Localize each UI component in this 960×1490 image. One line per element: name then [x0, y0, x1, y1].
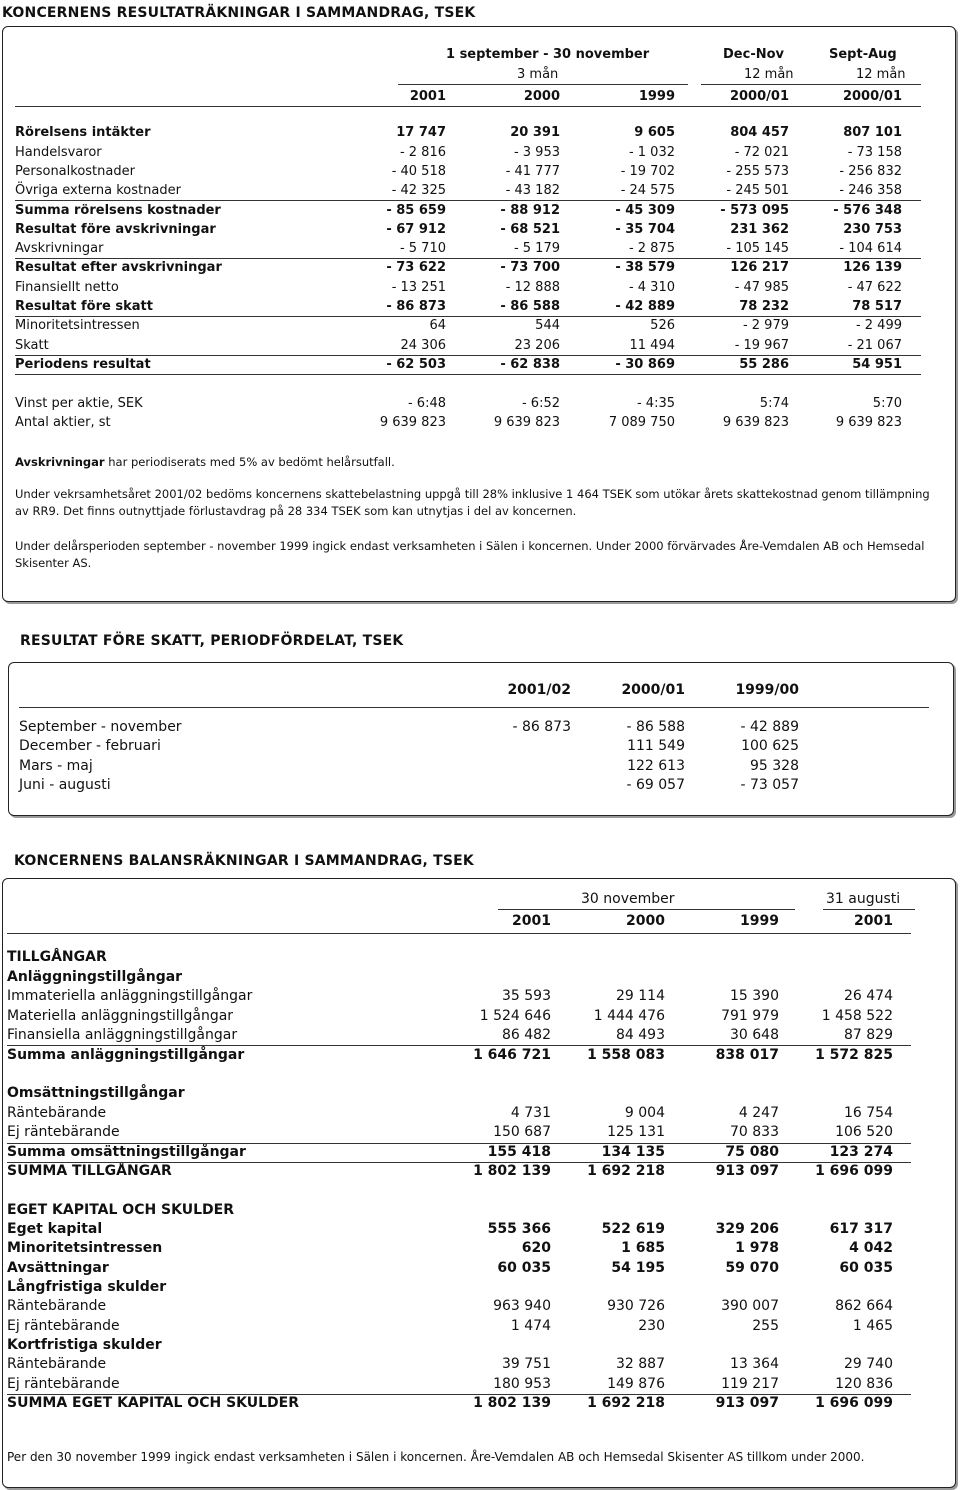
- row-label: Rörelsens intäkter: [15, 125, 151, 140]
- row-value: 5:70: [872, 396, 902, 411]
- row-label: Minoritetsintressen: [15, 318, 140, 333]
- row-label: Räntebärande: [7, 1298, 107, 1314]
- row-value: 230: [638, 1318, 665, 1334]
- row-value: 26 474: [844, 988, 893, 1004]
- row-value: 1 802 139: [473, 1395, 551, 1411]
- row-divider: [15, 316, 921, 317]
- row-label: Mars - maj: [19, 758, 93, 774]
- income-row: [15, 123, 945, 142]
- row-value: 862 664: [835, 1298, 893, 1314]
- income-row: [15, 297, 945, 316]
- row-label: Kortfristiga skulder: [7, 1337, 162, 1353]
- row-label: Avskrivningar: [15, 241, 104, 256]
- balance-row: [7, 1123, 937, 1142]
- row-label: Omsättningstillgångar: [7, 1085, 185, 1101]
- balance-row: [7, 948, 937, 967]
- row-value: 122 613: [627, 758, 685, 774]
- column-header: 2000/01: [729, 89, 789, 104]
- balance-row: [7, 1162, 937, 1181]
- row-value: 149 876: [607, 1376, 665, 1392]
- row-value: 1 802 139: [473, 1163, 551, 1179]
- income-row: [15, 162, 945, 181]
- row-value: 791 979: [721, 1008, 779, 1024]
- period-title: RESULTAT FÖRE SKATT, PERIODFÖRDELAT, TSEK: [20, 633, 404, 649]
- column-header: 1999: [638, 89, 675, 104]
- row-value: - 38 579: [615, 260, 675, 275]
- row-value: 9 605: [634, 125, 675, 140]
- balance-row: [7, 1143, 937, 1162]
- row-value: 16 754: [844, 1105, 893, 1121]
- income-note-period: Under delårsperioden september - november 1999 ingick endast verksamheten i Sälen i koncernen. Under 2000 förvärvades Åre-Vemdalen AB och Hemsedal Skisenter AS.: [15, 539, 925, 570]
- row-value: 9 639 823: [493, 415, 560, 430]
- row-label: Handelsvaror: [15, 145, 102, 160]
- row-value: 126 139: [843, 260, 902, 275]
- row-value: - 42 889: [615, 299, 675, 314]
- row-value: 620: [521, 1240, 551, 1256]
- income-row: [15, 258, 945, 277]
- balance-row: [7, 1278, 937, 1297]
- row-value: 930 726: [607, 1298, 665, 1314]
- row-value: - 19 702: [620, 164, 675, 179]
- row-value: - 256 832: [839, 164, 902, 179]
- balance-row: [7, 968, 937, 987]
- column-header: 2001/02: [507, 682, 571, 698]
- row-divider: [7, 1143, 911, 1144]
- period-row: [19, 776, 939, 795]
- row-value: - 30 869: [615, 357, 675, 372]
- row-label: Räntebärande: [7, 1105, 107, 1121]
- row-label: December - februari: [19, 738, 161, 754]
- row-value: 9 639 823: [835, 415, 902, 430]
- row-value: 11 494: [629, 338, 675, 353]
- row-label: Avsättningar: [7, 1260, 109, 1276]
- row-label: Ej räntebärande: [7, 1318, 120, 1334]
- income-dec-nov-label: Dec-Nov: [723, 47, 784, 62]
- row-value: - 86 873: [386, 299, 446, 314]
- income-months-label: 3 mån: [517, 67, 559, 82]
- row-value: 1 696 099: [815, 1395, 893, 1411]
- row-value: - 19 967: [734, 338, 789, 353]
- income-row: [15, 394, 945, 413]
- row-value: 17 747: [396, 125, 446, 140]
- row-value: 9 639 823: [722, 415, 789, 430]
- income-months12-label: 12 mån: [744, 67, 794, 82]
- row-value: - 62 503: [386, 357, 446, 372]
- balance-row: [7, 1297, 937, 1316]
- row-value: 522 619: [601, 1221, 665, 1237]
- column-header-row: [15, 87, 945, 106]
- row-value: 1 465: [852, 1318, 893, 1334]
- row-value: 804 457: [730, 125, 789, 140]
- balance-row: [7, 1317, 937, 1336]
- balance-row: [7, 1201, 937, 1220]
- row-value: 544: [535, 318, 560, 333]
- row-value: 84 493: [616, 1027, 665, 1043]
- row-value: - 1 032: [628, 145, 675, 160]
- balance-row: [7, 1355, 937, 1374]
- row-label: Skatt: [15, 338, 49, 353]
- row-value: - 73 622: [386, 260, 446, 275]
- row-value: 60 035: [497, 1260, 551, 1276]
- income-row: [15, 220, 945, 239]
- income-row: [15, 278, 945, 297]
- balance-row: [7, 1394, 937, 1413]
- row-value: - 86 588: [626, 719, 685, 735]
- row-divider: [15, 200, 921, 201]
- row-value: 126 217: [730, 260, 789, 275]
- column-header: 1999: [740, 913, 779, 929]
- balance-header-rule: [7, 933, 911, 934]
- row-value: - 45 309: [615, 203, 675, 218]
- row-label: Anläggningstillgångar: [7, 969, 183, 985]
- row-value: 9 004: [624, 1105, 665, 1121]
- income-header-rule: [15, 106, 921, 107]
- row-value: 55 286: [739, 357, 789, 372]
- row-value: - 5 179: [513, 241, 560, 256]
- row-label: SUMMA EGET KAPITAL OCH SKULDER: [7, 1395, 300, 1411]
- row-value: 1 692 218: [587, 1395, 665, 1411]
- row-value: - 576 348: [833, 203, 902, 218]
- row-label: Långfristiga skulder: [7, 1279, 167, 1295]
- row-value: - 2 499: [855, 318, 902, 333]
- row-value: - 105 145: [726, 241, 789, 256]
- row-value: - 12 888: [505, 280, 560, 295]
- row-value: 4 247: [738, 1105, 779, 1121]
- row-label: Resultat före avskrivningar: [15, 222, 216, 237]
- row-value: - 2 875: [628, 241, 675, 256]
- row-value: 4 042: [849, 1240, 893, 1256]
- row-value: 913 097: [715, 1163, 779, 1179]
- row-divider: [15, 374, 921, 375]
- row-value: 231 362: [730, 222, 789, 237]
- row-value: 54 951: [852, 357, 902, 372]
- row-value: 30 648: [730, 1027, 779, 1043]
- row-label: September - november: [19, 719, 182, 735]
- balance-row: [7, 1336, 937, 1355]
- row-value: - 13 251: [391, 280, 446, 295]
- row-value: 1 558 083: [587, 1047, 665, 1063]
- row-value: 78 517: [852, 299, 902, 314]
- row-label: Minoritetsintressen: [7, 1240, 163, 1256]
- row-value: 807 101: [843, 125, 902, 140]
- row-value: 78 232: [739, 299, 789, 314]
- row-label: Resultat efter avskrivningar: [15, 260, 222, 275]
- row-value: - 35 704: [615, 222, 675, 237]
- row-label: SUMMA TILLGÅNGAR: [7, 1163, 172, 1179]
- row-value: - 104 614: [839, 241, 902, 256]
- row-label: Periodens resultat: [15, 357, 151, 372]
- row-value: - 246 358: [839, 183, 902, 198]
- row-value: - 4 310: [628, 280, 675, 295]
- row-value: - 2 816: [399, 145, 446, 160]
- row-value: 95 328: [750, 758, 799, 774]
- row-value: - 573 095: [720, 203, 789, 218]
- row-divider: [15, 355, 921, 356]
- income-note-depreciation: [15, 454, 915, 471]
- row-value: - 43 182: [505, 183, 560, 198]
- row-value: 39 751: [502, 1356, 551, 1372]
- row-value: 23 206: [514, 338, 560, 353]
- balance-title: KONCERNENS BALANSRÄKNINGAR I SAMMANDRAG, TSEK: [14, 853, 474, 869]
- row-value: - 245 501: [726, 183, 789, 198]
- row-value: - 4:35: [636, 396, 675, 411]
- balance-group-label-august: 31 augusti: [826, 891, 901, 907]
- period-row: [19, 737, 939, 756]
- balance-row: [7, 1046, 937, 1065]
- row-label: Resultat före skatt: [15, 299, 153, 314]
- balance-panel: [2, 878, 956, 1488]
- row-value: 123 274: [829, 1144, 893, 1160]
- row-label: Immateriella anläggningstillgångar: [7, 988, 253, 1004]
- row-value: - 67 912: [386, 222, 446, 237]
- income-row: [15, 413, 945, 432]
- row-label: Ej räntebärande: [7, 1124, 120, 1140]
- balance-row: [7, 1375, 937, 1394]
- row-value: 9 639 823: [379, 415, 446, 430]
- income-row: [15, 181, 945, 200]
- row-value: - 72 021: [734, 145, 789, 160]
- balance-row: [7, 987, 937, 1006]
- row-label: Personalkostnader: [15, 164, 135, 179]
- row-divider: [15, 258, 921, 259]
- balance-row: [7, 1007, 937, 1026]
- income-note-tax: Under vekrsamhetsåret 2001/02 bedöms koncernens skattebelastning uppgå till 28% inklusive 1 464 TSEK som utökar årets skattekostnad genom tillämpning av RR9. Det finns outnyttjade förlustavdrag på 28 334 TSEK som kan utnytjas i del av koncernen.: [15, 487, 930, 518]
- income-sept-aug-label: Sept-Aug: [829, 47, 897, 62]
- row-value: - 6:48: [407, 396, 446, 411]
- row-value: - 6:52: [521, 396, 560, 411]
- row-value: 390 007: [721, 1298, 779, 1314]
- period-row: [19, 757, 939, 776]
- income-header-rule: [701, 84, 921, 85]
- income-title: KONCERNENS RESULTATRÄKNINGAR I SAMMANDRAG, TSEK: [2, 5, 476, 21]
- row-value: - 2 979: [742, 318, 789, 333]
- income-period-group-label: 1 september - 30 november: [446, 47, 650, 62]
- column-header-row: [19, 681, 939, 700]
- income-row: [15, 201, 945, 220]
- income-row: [15, 316, 945, 335]
- row-label: Antal aktier, st: [15, 415, 111, 430]
- row-value: 329 206: [715, 1221, 779, 1237]
- note-text: har periodiserats med 5% av bedömt helårsutfall.: [104, 455, 395, 469]
- row-label: Räntebärande: [7, 1356, 107, 1372]
- column-header: 2001: [854, 913, 893, 929]
- income-months12-label: 12 mån: [856, 67, 906, 82]
- row-value: - 41 777: [505, 164, 560, 179]
- row-value: 13 364: [730, 1356, 779, 1372]
- row-value: 5:74: [759, 396, 789, 411]
- income-header-rule: [398, 84, 688, 85]
- row-value: 1 474: [510, 1318, 551, 1334]
- row-value: - 47 622: [847, 280, 902, 295]
- row-value: - 40 518: [391, 164, 446, 179]
- row-value: - 42 325: [391, 183, 446, 198]
- row-label: Summa omsättningstillgångar: [7, 1144, 246, 1160]
- row-value: 54 195: [611, 1260, 665, 1276]
- row-value: 35 593: [502, 988, 551, 1004]
- balance-row: [7, 1259, 937, 1278]
- row-value: 1 696 099: [815, 1163, 893, 1179]
- row-value: - 255 573: [726, 164, 789, 179]
- balance-row: [7, 1220, 937, 1239]
- row-label: Eget kapital: [7, 1221, 103, 1237]
- row-value: - 86 873: [512, 719, 571, 735]
- row-value: 1 685: [621, 1240, 665, 1256]
- row-value: 1 572 825: [815, 1047, 893, 1063]
- row-value: 111 549: [627, 738, 685, 754]
- row-value: 120 836: [835, 1376, 893, 1392]
- row-value: - 68 521: [500, 222, 560, 237]
- row-label: Finansiellt netto: [15, 280, 119, 295]
- row-value: - 73 700: [500, 260, 560, 275]
- income-row: [15, 143, 945, 162]
- row-value: 24 306: [400, 338, 446, 353]
- row-value: 125 131: [607, 1124, 665, 1140]
- row-value: - 88 912: [500, 203, 560, 218]
- row-value: 100 625: [741, 738, 799, 754]
- row-label: Materiella anläggningstillgångar: [7, 1008, 234, 1024]
- row-value: 59 070: [725, 1260, 779, 1276]
- row-value: 20 391: [510, 125, 560, 140]
- balance-row: [7, 1084, 937, 1103]
- income-panel: [2, 26, 956, 602]
- balance-header-rule: [498, 909, 795, 910]
- row-label: Summa anläggningstillgångar: [7, 1047, 245, 1063]
- row-value: 4 731: [510, 1105, 551, 1121]
- row-value: - 21 067: [847, 338, 902, 353]
- period-row: [19, 718, 939, 737]
- row-divider: [7, 1162, 911, 1163]
- row-value: 526: [650, 318, 675, 333]
- row-value: 555 366: [487, 1221, 551, 1237]
- row-divider: [7, 1045, 911, 1046]
- income-row: [15, 336, 945, 355]
- column-header: 2000/01: [621, 682, 685, 698]
- balance-row: [7, 1026, 937, 1045]
- row-value: - 62 838: [500, 357, 560, 372]
- balance-group-label-november: 30 november: [581, 891, 675, 907]
- row-value: 15 390: [730, 988, 779, 1004]
- row-divider: [7, 1394, 911, 1395]
- row-value: - 5 710: [399, 241, 446, 256]
- row-value: - 73 057: [740, 777, 799, 793]
- row-value: 230 753: [843, 222, 902, 237]
- row-value: 1 524 646: [479, 1008, 551, 1024]
- row-value: 1 692 218: [587, 1163, 665, 1179]
- row-value: 32 887: [616, 1356, 665, 1372]
- row-value: 75 080: [725, 1144, 779, 1160]
- balance-row: [7, 1104, 937, 1123]
- row-value: 7 089 750: [608, 415, 675, 430]
- row-value: - 86 588: [500, 299, 560, 314]
- balance-footnote: Per den 30 november 1999 ingick endast verksamheten i Sälen i koncernen. Åre-Vemdalen AB och Hemsedal Skisenter AS tillkom under 2000.: [7, 1450, 865, 1464]
- row-value: 1 978: [735, 1240, 779, 1256]
- row-value: 29 740: [844, 1356, 893, 1372]
- row-value: 913 097: [715, 1395, 779, 1411]
- period-header-rule: [19, 707, 929, 708]
- row-value: 87 829: [844, 1027, 893, 1043]
- note-bold-term: Avskrivningar: [15, 455, 105, 469]
- row-value: - 3 953: [513, 145, 560, 160]
- row-value: - 85 659: [386, 203, 446, 218]
- column-header: 2000: [626, 913, 665, 929]
- row-value: 64: [429, 318, 446, 333]
- income-row: [15, 355, 945, 374]
- row-value: 1 646 721: [473, 1047, 551, 1063]
- row-value: 86 482: [502, 1027, 551, 1043]
- row-label: Finansiella anläggningstillgångar: [7, 1027, 238, 1043]
- period-panel: [8, 662, 954, 816]
- row-label: Summa rörelsens kostnader: [15, 203, 221, 218]
- row-value: 119 217: [721, 1376, 779, 1392]
- column-header: 1999/00: [735, 682, 799, 698]
- row-value: 180 953: [493, 1376, 551, 1392]
- row-value: 150 687: [493, 1124, 551, 1140]
- balance-row: [7, 1239, 937, 1258]
- column-header: 2001: [409, 89, 446, 104]
- row-value: 1 444 476: [593, 1008, 665, 1024]
- row-value: 106 520: [835, 1124, 893, 1140]
- column-header: 2000: [523, 89, 560, 104]
- row-label: TILLGÅNGAR: [7, 949, 107, 965]
- row-value: 29 114: [616, 988, 665, 1004]
- column-header: 2001: [512, 913, 551, 929]
- row-value: 155 418: [487, 1144, 551, 1160]
- row-value: 70 833: [730, 1124, 779, 1140]
- row-value: 60 035: [839, 1260, 893, 1276]
- row-value: - 42 889: [740, 719, 799, 735]
- column-header: 2000/01: [842, 89, 902, 104]
- row-value: 255: [752, 1318, 779, 1334]
- row-label: Vinst per aktie, SEK: [15, 396, 143, 411]
- balance-header-rule: [823, 909, 915, 910]
- row-label: Ej räntebärande: [7, 1376, 120, 1392]
- column-header-row: [7, 912, 937, 931]
- row-value: 963 940: [493, 1298, 551, 1314]
- row-value: 838 017: [715, 1047, 779, 1063]
- row-label: Juni - augusti: [19, 777, 111, 793]
- row-value: - 47 985: [734, 280, 789, 295]
- income-row: [15, 239, 945, 258]
- row-value: - 73 158: [847, 145, 902, 160]
- row-value: 134 135: [601, 1144, 665, 1160]
- row-value: - 69 057: [626, 777, 685, 793]
- row-value: - 24 575: [620, 183, 675, 198]
- row-value: 1 458 522: [821, 1008, 893, 1024]
- row-label: Övriga externa kostnader: [15, 183, 181, 198]
- row-value: 617 317: [829, 1221, 893, 1237]
- row-label: EGET KAPITAL OCH SKULDER: [7, 1202, 234, 1218]
